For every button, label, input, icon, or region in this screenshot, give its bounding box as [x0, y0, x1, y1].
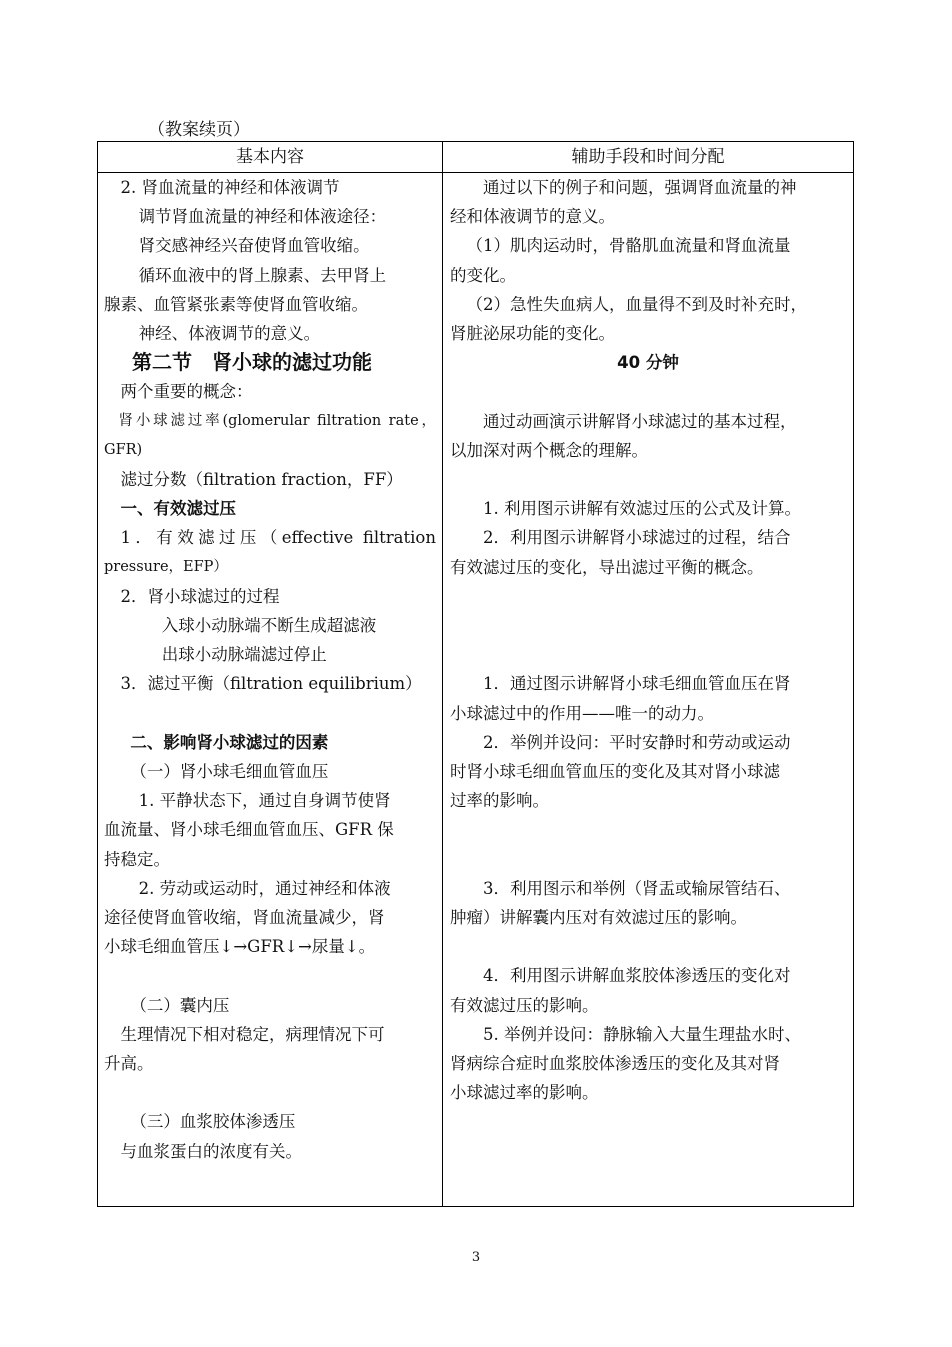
subsection-heading: 一、有效滤过压: [120, 499, 236, 519]
text-line: 途径使肾血管收缩，肾血流量减少，肾: [104, 908, 385, 928]
text-line: 2．肾小球滤过的过程: [120, 586, 280, 606]
text-line: （三）血浆胶体渗透压: [130, 1112, 296, 1132]
text-line: 出球小动脉端滤过停止: [161, 645, 327, 665]
text-line: 小球滤过中的作用——唯一的动力。: [450, 703, 714, 723]
text-line: （1）肌肉运动时，骨骼肌血流量和肾血流量: [466, 236, 791, 256]
text-line: 循环血液中的肾上腺素、去甲肾上: [138, 265, 387, 285]
text-line: 通过动画演示讲解肾小球滤过的基本过程，: [483, 411, 797, 431]
text-line: 升高。: [104, 1054, 154, 1074]
column-divider: [442, 142, 443, 1206]
text-line: 肾小球滤过率(glomerular filtration rate，: [118, 412, 436, 429]
text-line: 调节肾血流量的神经和体液途径：: [138, 207, 387, 227]
text-line: 3．利用图示和举例（肾盂或输尿管结石、: [483, 878, 791, 898]
text-line: 血流量、肾小球毛细血管血压、GFR 保: [104, 820, 394, 840]
text-line: 生理情况下相对稳定，病理情况下可: [120, 1024, 385, 1044]
text-line: 小球滤过率的影响。: [450, 1083, 599, 1103]
lesson-plan-table: [97, 141, 854, 1207]
subsection-heading: 二、影响肾小球滤过的因素: [130, 732, 329, 752]
text-line: 肾交感神经兴奋使肾血管收缩。: [138, 236, 370, 256]
text-line: 1．通过图示讲解肾小球毛细血管血压在肾: [483, 674, 791, 694]
text-line: 滤过分数（filtration fraction，FF）: [120, 470, 403, 490]
text-line: 有效滤过压的变化，导出滤过平衡的概念。: [450, 557, 764, 577]
header-aids-and-time: 辅助手段和时间分配: [571, 147, 725, 167]
right-column-content: [450, 173, 846, 1107]
text-line: （2）急性失血病人，血量得不到及时补充时，: [466, 294, 807, 314]
text-line: （一）肾小球毛细血管血压: [130, 762, 329, 782]
time-allocation: 40 分钟: [617, 353, 679, 373]
text-line: 入球小动脉端不断生成超滤液: [161, 616, 377, 636]
text-line: 2．举例并设问：平时安静时和劳动或运动: [483, 732, 791, 752]
text-line: 2. 肾血流量的神经和体液调节: [120, 178, 340, 197]
text-line: 4．利用图示讲解血浆胶体渗透压的变化对: [483, 966, 791, 986]
text-line: 肿瘤）讲解囊内压对有效滤过压的影响。: [450, 907, 747, 927]
text-line: 2．利用图示讲解肾小球滤过的过程，结合: [483, 528, 791, 548]
text-line: 1．有效滤过压（effective filtration: [120, 528, 436, 548]
left-column-content: [104, 173, 436, 1166]
text-line: 肾脏泌尿功能的变化。: [450, 324, 615, 344]
text-line: 1. 平静状态下，通过自身调节使肾: [138, 791, 391, 811]
text-line: 神经、体液调节的意义。: [138, 324, 321, 344]
text-line: 肾病综合症时血浆胶体渗透压的变化及其对肾: [450, 1053, 780, 1073]
text-line: 有效滤过压的影响。: [450, 995, 599, 1015]
page-number: 3: [471, 1250, 481, 1265]
text-line: 经和体液调节的意义。: [450, 207, 615, 227]
text-line: 2. 劳动或运动时，通过神经和体液: [138, 878, 391, 898]
text-line: （二）囊内压: [130, 995, 230, 1015]
text-line: 通过以下的例子和问题，强调肾血流量的神: [483, 178, 797, 197]
text-line: 的变化。: [450, 265, 516, 285]
text-line: 3．滤过平衡（filtration equilibrium）: [120, 674, 422, 694]
text-line: 1. 利用图示讲解有效滤过压的公式及计算。: [483, 499, 801, 519]
text-line: pressure，EFP）: [104, 558, 228, 575]
section-title: 第二节 肾小球的滤过功能: [132, 350, 372, 375]
text-line: 以加深对两个概念的理解。: [450, 440, 648, 460]
text-line: 持稳定。: [104, 849, 170, 869]
text-line: 小球毛细血管压↓→GFR↓→尿量↓。: [104, 937, 376, 957]
header-basic-content: 基本内容: [236, 147, 304, 167]
text-line: 与血浆蛋白的浓度有关。: [120, 1141, 302, 1161]
text-line: 两个重要的概念：: [120, 382, 253, 402]
continued-page-label: （教案续页）: [148, 120, 250, 140]
text-line: 时肾小球毛细血管血压的变化及其对肾小球滤: [450, 761, 780, 781]
text-line: GFR): [104, 441, 143, 458]
text-line: 5. 举例并设问：静脉输入大量生理盐水时、: [483, 1024, 801, 1044]
text-line: 腺素、血管紧张素等使肾血管收缩。: [104, 294, 368, 314]
text-line: 过率的影响。: [450, 791, 549, 811]
